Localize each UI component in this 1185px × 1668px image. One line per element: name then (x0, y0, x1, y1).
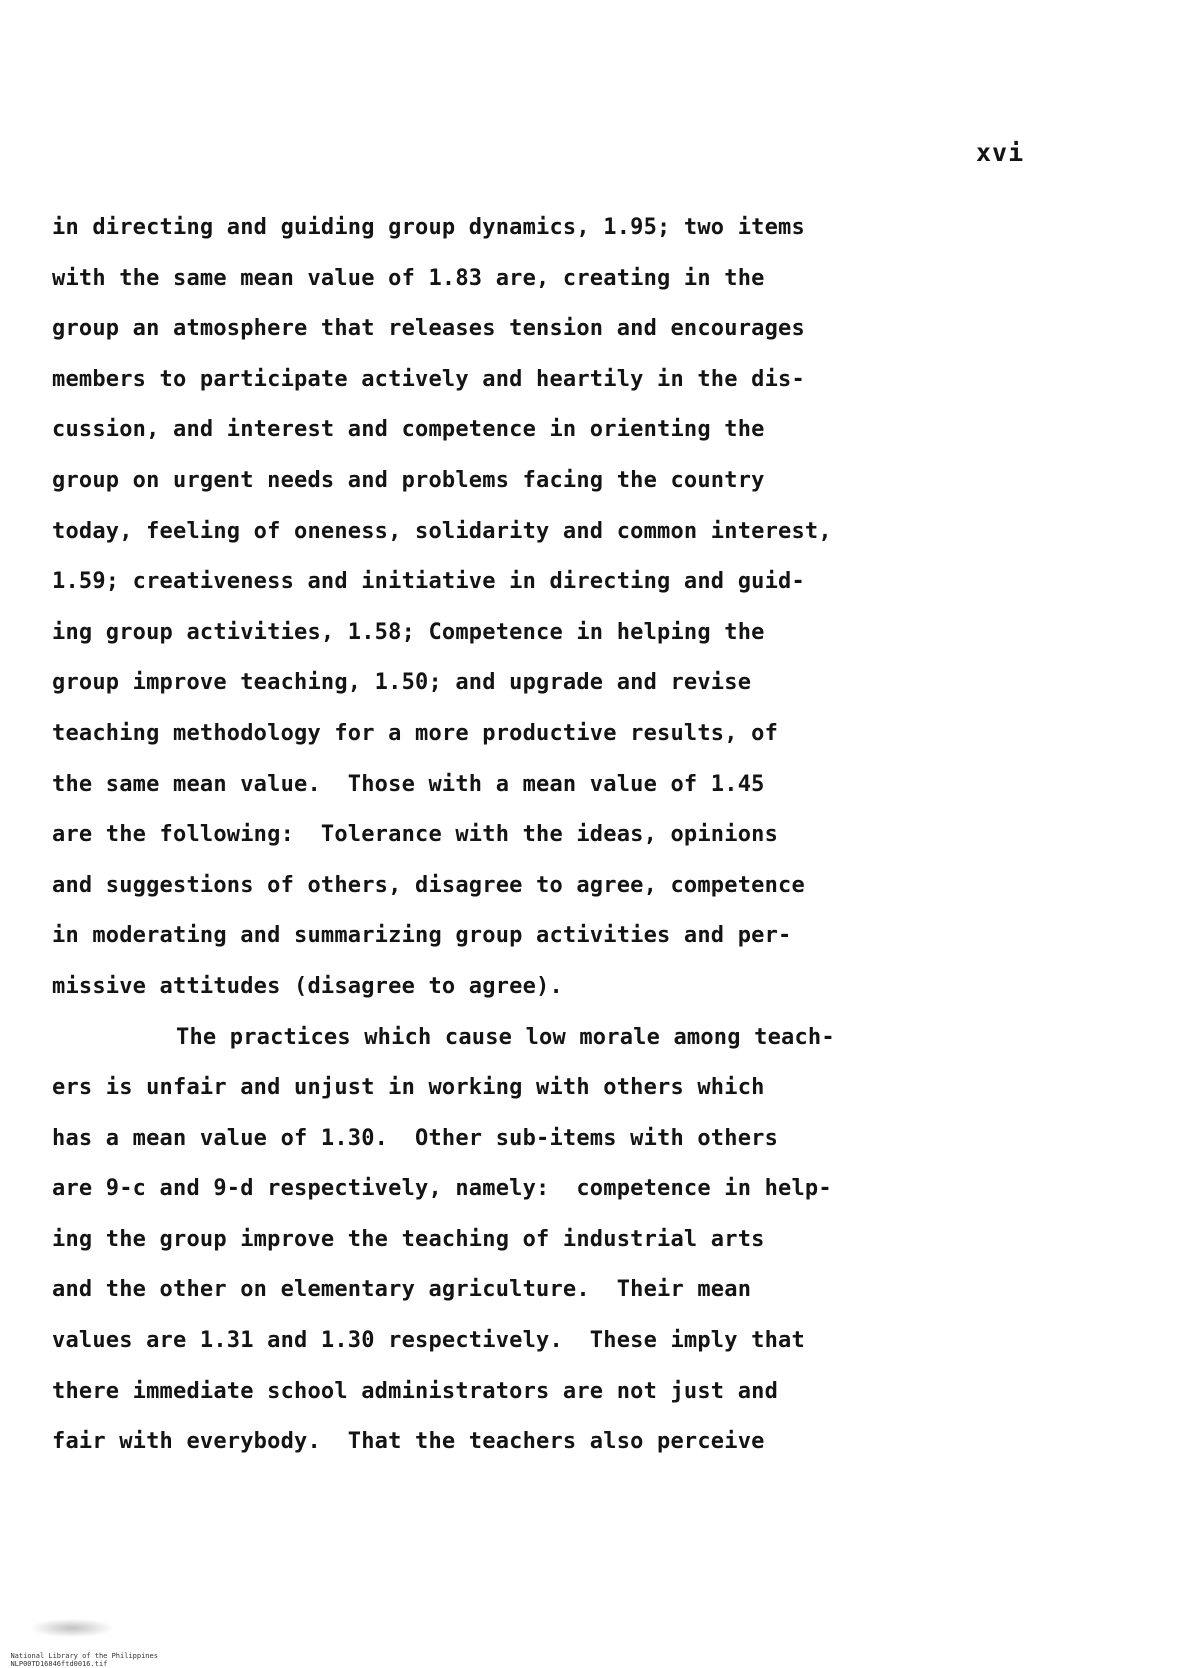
text-line: are the following: Tolerance with the ideas, opinions (52, 822, 779, 848)
footer-file: NLP00TD16846ftd0016.tif (10, 1660, 108, 1668)
text-line: teaching methodology for a more productive results, of (52, 720, 779, 746)
text-line: has a mean value of 1.30. Other sub-items with others (52, 1125, 779, 1151)
text-line: group improve teaching, 1.50; and upgrade and revise (52, 670, 752, 696)
text-line: with the same mean value of 1.83 are, creating in the (52, 265, 765, 291)
paragraph-first-line: The practices which cause low morale among teach- (176, 1024, 835, 1050)
text-line: values are 1.31 and 1.30 respectively. These imply that (52, 1328, 805, 1354)
footer-library: National Library of the Philippines (10, 1652, 158, 1660)
body-text (52, 203, 1132, 1468)
text-line: and suggestions of others, disagree to agree, competence (52, 872, 805, 898)
text-line: group an atmosphere that releases tension and encourages (52, 316, 805, 342)
text-line: group on urgent needs and problems facing the country (52, 467, 765, 493)
text-line: ing group activities, 1.58; Competence in helping the (52, 619, 765, 645)
text-line: cussion, and interest and competence in orienting the (52, 417, 765, 443)
text-line: ing the group improve the teaching of industrial arts (52, 1226, 765, 1252)
text-line: members to participate actively and heartily in the dis- (52, 366, 805, 392)
text-line: the same mean value. Those with a mean value of 1.45 (52, 771, 765, 797)
text-line: in moderating and summarizing group activities and per- (52, 923, 792, 949)
stamp-smudge (32, 1619, 112, 1637)
text-line: missive attitudes (disagree to agree). (52, 973, 563, 999)
footer (2, 1644, 188, 1668)
text-line: and the other on elementary agriculture. Their mean (52, 1277, 752, 1303)
text-line: today, feeling of oneness, solidarity and common interest, (52, 518, 832, 544)
text-line: are 9-c and 9-d respectively, namely: competence in help- (52, 1176, 832, 1202)
library-stamp (20, 1615, 140, 1643)
page-number: xvi (976, 138, 1025, 167)
text-line: fair with everybody. That the teachers also perceive (52, 1429, 765, 1455)
text-line: in directing and guiding group dynamics, 1.95; two items (52, 215, 805, 240)
text-line: there immediate school administrators are not just and (52, 1378, 779, 1404)
text-line: 1.59; creativeness and initiative in directing and guid- (52, 569, 805, 595)
text-line: ers is unfair and unjust in working with others which (52, 1075, 765, 1101)
